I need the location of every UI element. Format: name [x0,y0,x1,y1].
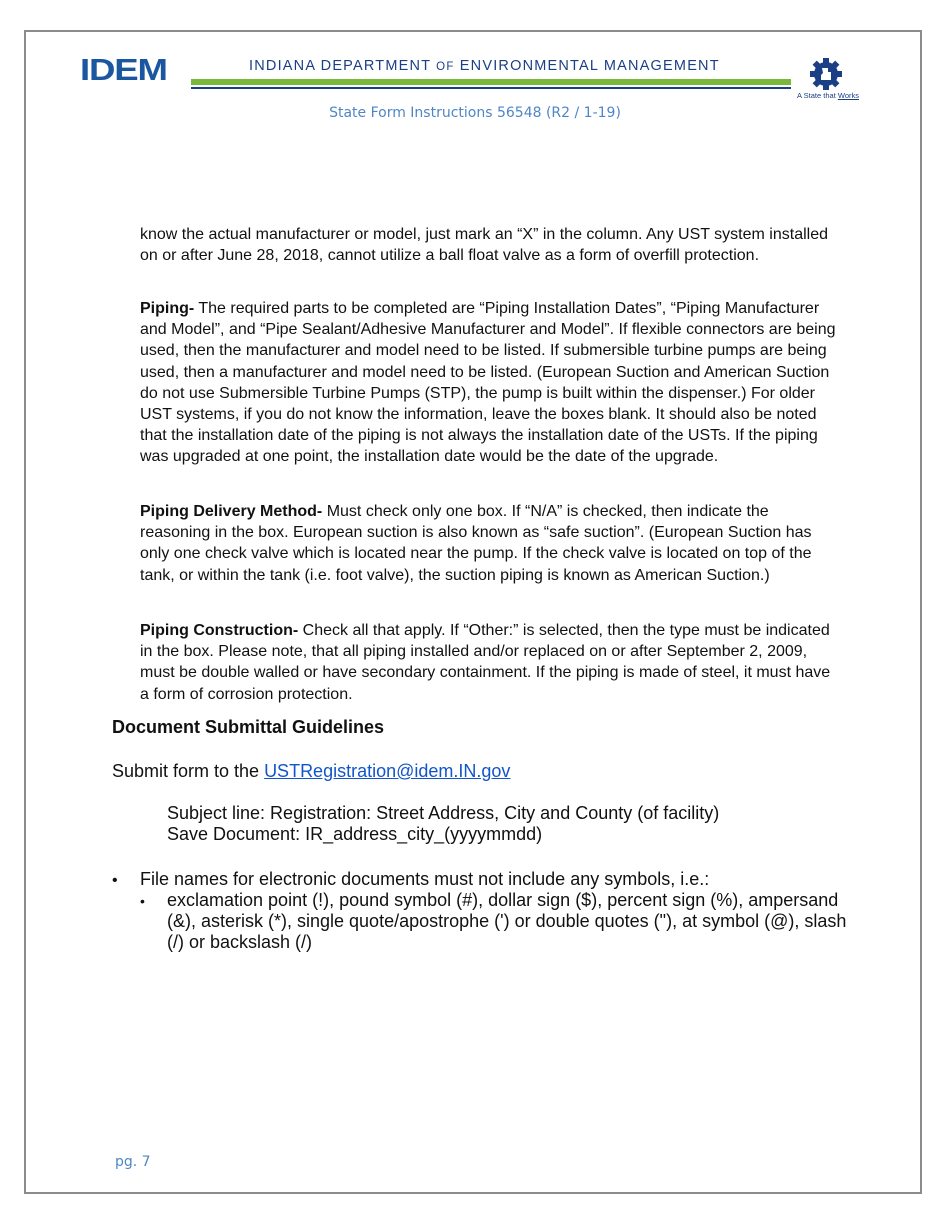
dept-name-of: OF [436,61,455,73]
section-heading: Document Submittal Guidelines [112,717,385,737]
paragraph-text: Check all that apply. If “Other:” is selected, then the type must be indicated in the box. Please note, that all piping installed and/or replaced on or after September 2, 2009, must be double walled or have secondary containment. If the piping is made of steel, it must have a form of corrosion protection. [140,622,831,703]
state-gear-icon [808,56,844,92]
paragraph-term: Piping- [140,300,195,317]
paragraph-piping-delivery [140,501,840,586]
subject-line: Subject line: Registration: Street Address, City and County (of facility) [167,803,720,823]
header-rule-blue [191,87,791,89]
header-rule-green [191,79,791,85]
paragraph-piping-construction [140,620,840,705]
email-link[interactable]: USTRegistration@idem.IN.gov [264,761,511,781]
paragraph-piping [140,298,840,468]
paragraph-text: The required parts to be completed are “Piping Installation Dates”, “Piping Manufacturer and Model”, and “Pipe Sealant/Adhesive Manufacturer and Model”. If flexible connectors are being used, then the manufacturer and model need to be listed. If submersible turbine pumps are being used, then a manufacturer and model need to be listed. (European Suction and American Suction do not use Submersible Turbine Pumps (STP), the pump is built within the dispenser.) For older UST systems, if you do not know the information, leave the boxes blank. It should also be noted that the installation date of the piping is not always the installation date of the USTs. If the piping was upgraded at one point, the installation date would be the date of the upgrade. [140,300,836,466]
submit-prefix: Submit form to the [112,761,265,781]
tagline-a: A State that [797,91,838,100]
department-name [249,58,720,74]
save-document-line: Save Document: IR_address_city_(yyyymmdd) [167,824,543,844]
list-item-text: exclamation point (!), pound symbol (#), dollar sign ($), percent sign (%), ampersand (&), asterisk (*), single quote/apostrophe (') or double quotes ("), at symbol (@), slash (/) or backslash (/) [167,890,847,952]
list-item [112,869,710,891]
paragraph-overfill [140,224,840,266]
dept-name-part2: ENVIRONMENTAL MANAGEMENT [454,58,720,74]
tagline-b: Works [837,91,859,100]
submit-instruction [112,761,510,782]
submittal-details [167,803,719,845]
bullet-icon: • [140,893,145,909]
paragraph-term: Piping Construction- [140,622,299,639]
paragraph-text: Must check only one box. If “N/A” is checked, then indicate the reasoning in the box. European suction is also known as “safe suction”. (European Suction has only one check valve which is located near the pump. If the check valve is located on top of the tank, or within the tank (i.e. foot valve), the suction piping is known as American Suction.) [140,503,812,584]
page-border [24,30,922,1194]
state-tagline [797,91,859,100]
bullet-icon: • [112,872,118,889]
paragraph-text: know the actual manufacturer or model, just mark an “X” in the column. Any UST system installed on or after June 28, 2018, cannot utilize a ball float valve as a form of overfill protection. [140,226,828,265]
list-item-text: File names for electronic documents must not include any symbols, i.e.: [140,869,710,889]
dept-name-part1: INDIANA DEPARTMENT [249,58,437,74]
paragraph-term: Piping Delivery Method- [140,503,323,520]
list-item [140,890,847,952]
form-identifier: State Form Instructions 56548 (R2 / 1-19) [329,105,621,121]
page-number: pg. 7 [115,1154,151,1170]
idem-logo: IDEM [80,52,167,87]
